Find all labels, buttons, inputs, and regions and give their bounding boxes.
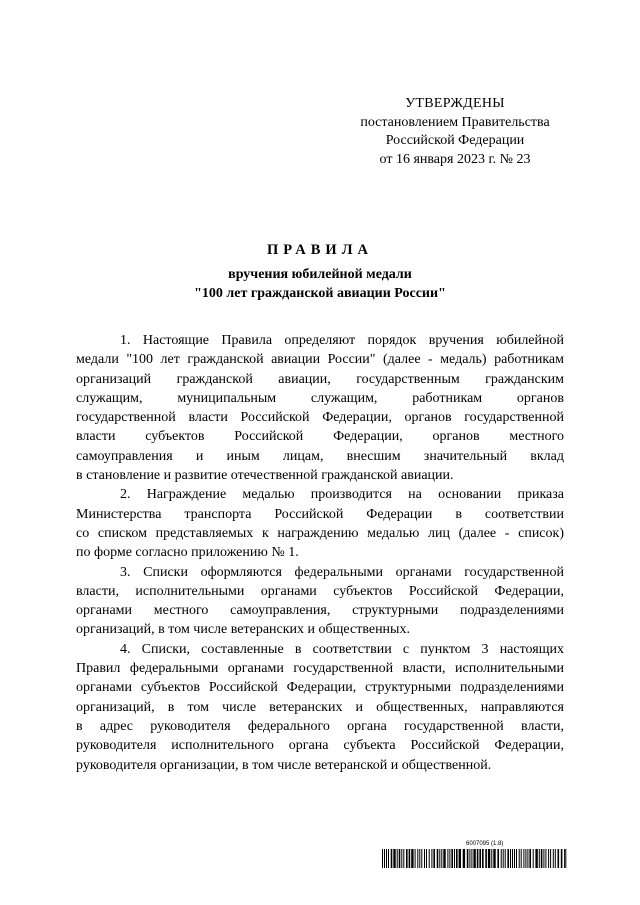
approval-line-2: Российской Федерации	[385, 133, 525, 148]
document-subtitle	[0, 266, 640, 303]
subtitle-line-2: "100 лет гражданской авиации России"	[194, 285, 446, 301]
paragraph-line: государственной власти Российской Федерации, органов государственной	[76, 410, 564, 426]
paragraph-line: организаций, в том числе ветеранских и общественных, направляются	[76, 699, 564, 715]
paragraph-line: руководителя организации, в том числе ветеранской и общественной.	[76, 757, 492, 773]
paragraph-line: 4. Списки, составленные в соответствии с пунктом 3 настоящих	[120, 641, 564, 657]
paragraph-line: 1. Настоящие Правила определяют порядок вручения юбилейной	[120, 333, 564, 348]
subtitle-line-1: вручения юбилейной медали	[228, 267, 412, 282]
paragraph-line: Правил федеральными органами государственной власти, исполнительными	[76, 661, 564, 677]
document-title: ПРАВИЛА	[267, 242, 373, 258]
paragraph-line: в становление и развитие отечественной гражданской авиации.	[76, 468, 454, 484]
paragraph-line: руководителя исполнительного органа субъекта Российской Федерации,	[76, 738, 564, 754]
paragraph-line: организаций гражданской авиации, государственным гражданским	[76, 371, 564, 387]
paragraph-3	[76, 563, 564, 640]
paragraph-line: в адрес руководителя федерального органа государственной власти,	[76, 718, 564, 734]
paragraph-line: Министерства транспорта Российской Федерации в соответствии	[76, 506, 564, 522]
paragraph-line: медали "100 лет гражданской авиации России" (далее - медаль) работникам	[76, 352, 564, 368]
barcode-image	[382, 849, 567, 868]
paragraph-line: 2. Награждение медалью производится на основании приказа	[120, 487, 564, 503]
barcode-number: 6007095 (1.8)	[466, 841, 504, 847]
paragraph-line: власти субъектов Российской Федерации, органов местного	[76, 429, 564, 445]
paragraph-line: 3. Списки оформляются федеральными органами государственной	[120, 564, 564, 580]
paragraph-line: организаций, в том числе ветеранских и общественных.	[76, 622, 410, 638]
paragraph-line: органами субъектов Российской Федерации, структурными подразделениями	[76, 680, 564, 696]
approval-line-3: от 16 января 2023 г. № 23	[379, 151, 531, 167]
paragraph-line: власти, исполнительными органами субъектов Российской Федерации,	[76, 583, 564, 599]
paragraph-4	[76, 640, 564, 775]
paragraph-line: по форме согласно приложению № 1.	[76, 545, 299, 561]
document-body	[76, 331, 564, 775]
approval-block	[330, 95, 580, 169]
approval-heading: УТВЕРЖДЕНЫ	[405, 96, 505, 111]
paragraph-2	[76, 485, 564, 562]
paragraph-line: органами местного самоуправления, структурными подразделениями	[76, 603, 564, 619]
paragraph-line: самоуправления и иным лицам, внесшим значительный вклад	[76, 448, 564, 464]
paragraph-1	[76, 331, 564, 485]
approval-line-1: постановлением Правительства	[360, 114, 550, 130]
paragraph-line: служащим, муниципальным служащим, работникам органов	[76, 390, 564, 406]
paragraph-line: со списком представляемых к награждению медалью лиц (далее - список)	[76, 525, 564, 541]
